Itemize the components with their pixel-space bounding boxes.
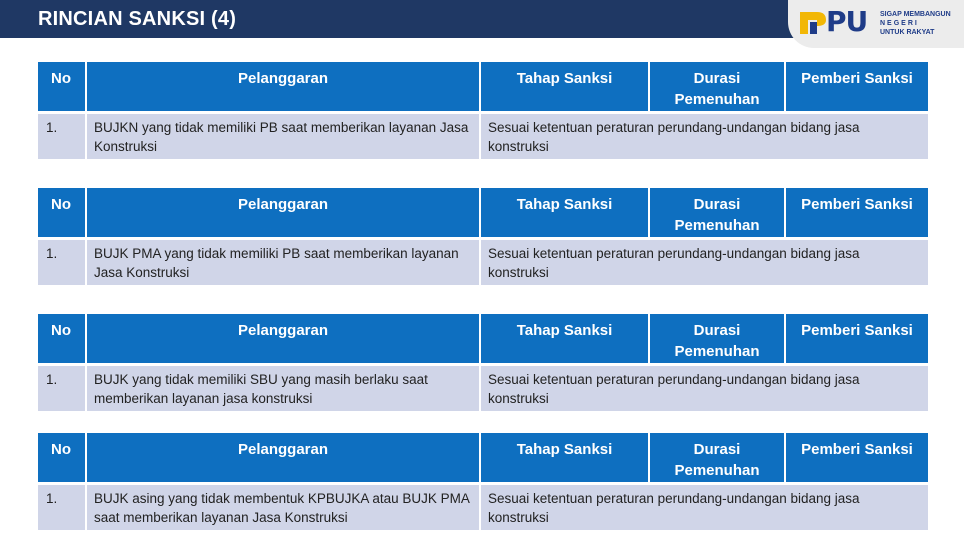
sanction-table-1 <box>38 62 928 159</box>
col-durasi-header: Durasi Pemenuhan <box>650 433 786 482</box>
col-pemberi-header: Pemberi Sanksi <box>801 441 913 458</box>
logo-text: PU <box>826 5 868 38</box>
col-pemberi-header: Pemberi Sanksi <box>801 196 913 213</box>
col-durasi-header: Durasi Pemenuhan <box>650 188 786 237</box>
pupr-logo <box>788 0 964 48</box>
col-tahap-header: Tahap Sanksi <box>481 314 650 363</box>
row-pelanggaran: BUJK yang tidak memiliki SBU yang masih berlaku saat memberikan layanan jasa konstruksi <box>87 366 481 411</box>
col-durasi-header: Durasi Pemenuhan <box>650 62 786 111</box>
table-row <box>38 240 928 285</box>
col-tahap-header: Tahap Sanksi <box>481 62 650 111</box>
col-no-header: No <box>38 314 87 363</box>
col-pemberi-header: Pemberi Sanksi <box>801 70 913 87</box>
col-pelanggaran-header: Pelanggaran <box>87 314 481 363</box>
col-tahap-header: Tahap Sanksi <box>481 188 650 237</box>
sanction-table-3 <box>38 314 928 411</box>
table-row <box>38 114 928 159</box>
row-pelanggaran: BUJKN yang tidak memiliki PB saat memberikan layanan Jasa Konstruksi <box>87 114 481 159</box>
table-header <box>38 314 928 363</box>
row-no: 1. <box>38 485 87 530</box>
sanction-table-2 <box>38 188 928 285</box>
col-pelanggaran-header: Pelanggaran <box>87 62 481 111</box>
col-tahap-header: Tahap Sanksi <box>481 433 650 482</box>
row-no: 1. <box>38 240 87 285</box>
row-ketentuan: Sesuai ketentuan peraturan perundang-undangan bidang jasa konstruksi <box>488 372 860 406</box>
sanction-table-4 <box>38 433 928 530</box>
table-row <box>38 485 928 530</box>
row-no: 1. <box>38 114 87 159</box>
col-durasi-header: Durasi Pemenuhan <box>650 314 786 363</box>
col-pelanggaran-header: Pelanggaran <box>87 188 481 237</box>
table-row <box>38 366 928 411</box>
table-header <box>38 188 928 237</box>
col-no-header: No <box>38 433 87 482</box>
row-ketentuan: Sesuai ketentuan peraturan perundang-undangan bidang jasa konstruksi <box>488 491 860 525</box>
row-pelanggaran: BUJK asing yang tidak membentuk KPBUJKA atau BUJK PMA saat memberikan layanan Jasa Konstruksi <box>87 485 481 530</box>
row-no: 1. <box>38 366 87 411</box>
col-pemberi-header: Pemberi Sanksi <box>801 322 913 339</box>
table-header <box>38 433 928 482</box>
logo-tagline: SIGAP MEMBANGUN NEGERI UNTUK RAKYAT <box>880 11 951 36</box>
col-no-header: No <box>38 62 87 111</box>
col-no-header: No <box>38 188 87 237</box>
row-ketentuan: Sesuai ketentuan peraturan perundang-undangan bidang jasa konstruksi <box>488 246 860 280</box>
table-header <box>38 62 928 111</box>
row-pelanggaran: BUJK PMA yang tidak memiliki PB saat memberikan layanan Jasa Konstruksi <box>87 240 481 285</box>
page-title: RINCIAN SANKSI (4) <box>38 8 237 30</box>
row-ketentuan: Sesuai ketentuan peraturan perundang-undangan bidang jasa konstruksi <box>488 120 860 154</box>
col-pelanggaran-header: Pelanggaran <box>87 433 481 482</box>
pu-emblem-icon <box>798 8 828 38</box>
